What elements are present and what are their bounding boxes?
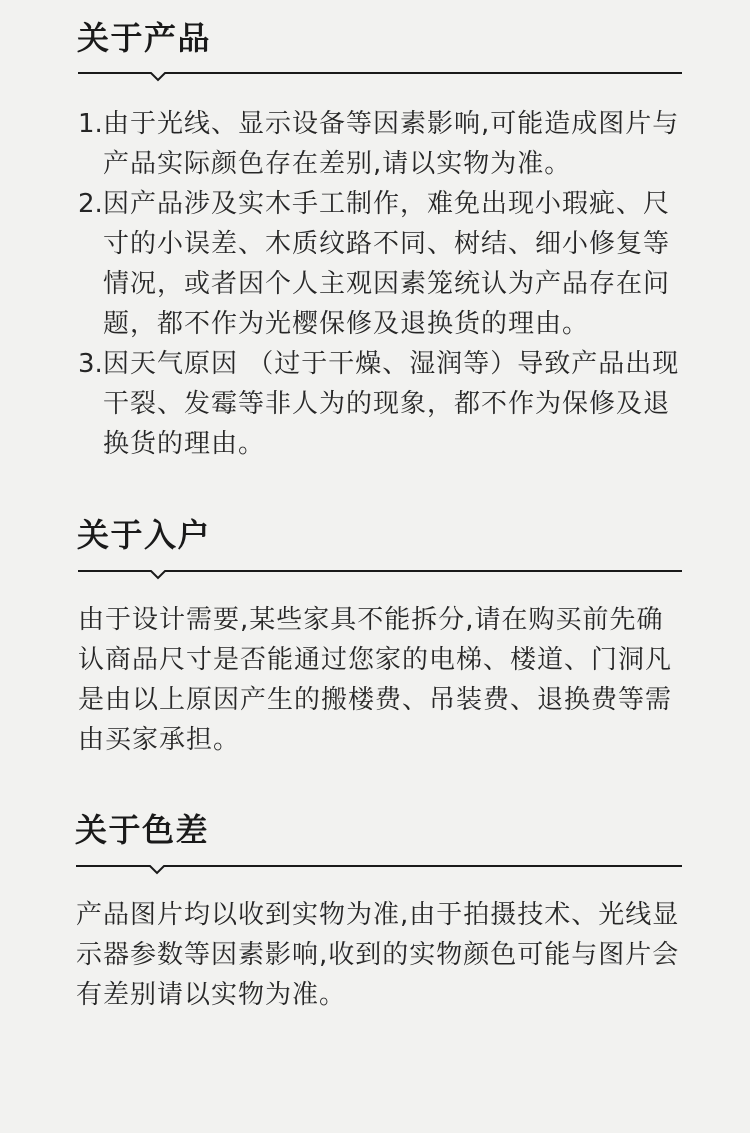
item-number: 2. (78, 189, 103, 219)
text-line: 是由以上原因产生的搬楼费、吊装费、退换费等需 (78, 685, 673, 715)
text-line: 产品图片均以收到实物为准,由于拍摄技术、光线显 (76, 900, 680, 930)
section-title: 关于入户 (77, 516, 212, 554)
text-line: 换货的理由。 (103, 429, 266, 459)
item-text (103, 344, 679, 464)
text-line: 干裂、发霉等非人为的现象，都不作为保修及退 (103, 389, 671, 419)
item-text (103, 104, 679, 184)
section-divider (0, 856, 750, 878)
section-title: 关于产品 (77, 19, 212, 57)
text-line: 由于设计需要,某些家具不能拆分,请在购买前先确 (78, 605, 664, 635)
text-line: 由买家承担。 (78, 725, 241, 755)
text-line: 情况，或者因个人主观因素笼统认为产品存在问 (103, 269, 671, 299)
section-divider (0, 63, 750, 85)
text-line: 由于光线、显示设备等因素影响,可能造成图片与 (103, 109, 680, 139)
text-line: 示器参数等因素影响,收到的实物颜色可能与图片会 (76, 940, 680, 970)
text-line: 题，都不作为光樱保修及退换货的理由。 (103, 309, 590, 339)
text-line: 产品实际颜色存在差别,请以实物为准。 (103, 149, 572, 179)
section-paragraph (78, 600, 672, 760)
text-line: 认商品尺寸是否能通过您家的电梯、楼道、门洞凡 (78, 645, 673, 675)
section-paragraph (76, 895, 679, 1015)
text-line: 因产品涉及实木手工制作，难免出现小瑕疵、尺 (103, 189, 671, 219)
item-text (103, 184, 670, 344)
section-title: 关于色差 (75, 811, 210, 849)
item-number: 1. (78, 109, 103, 139)
item-number: 3. (78, 349, 103, 379)
text-line: 寸的小误差、木质纹路不同、树结、细小修复等 (103, 229, 671, 259)
text-line: 因天气原因 （过于干燥、湿润等）导致产品出现 (103, 349, 680, 379)
text-line: 有差别请以实物为准。 (76, 980, 347, 1010)
section-divider (0, 561, 750, 583)
